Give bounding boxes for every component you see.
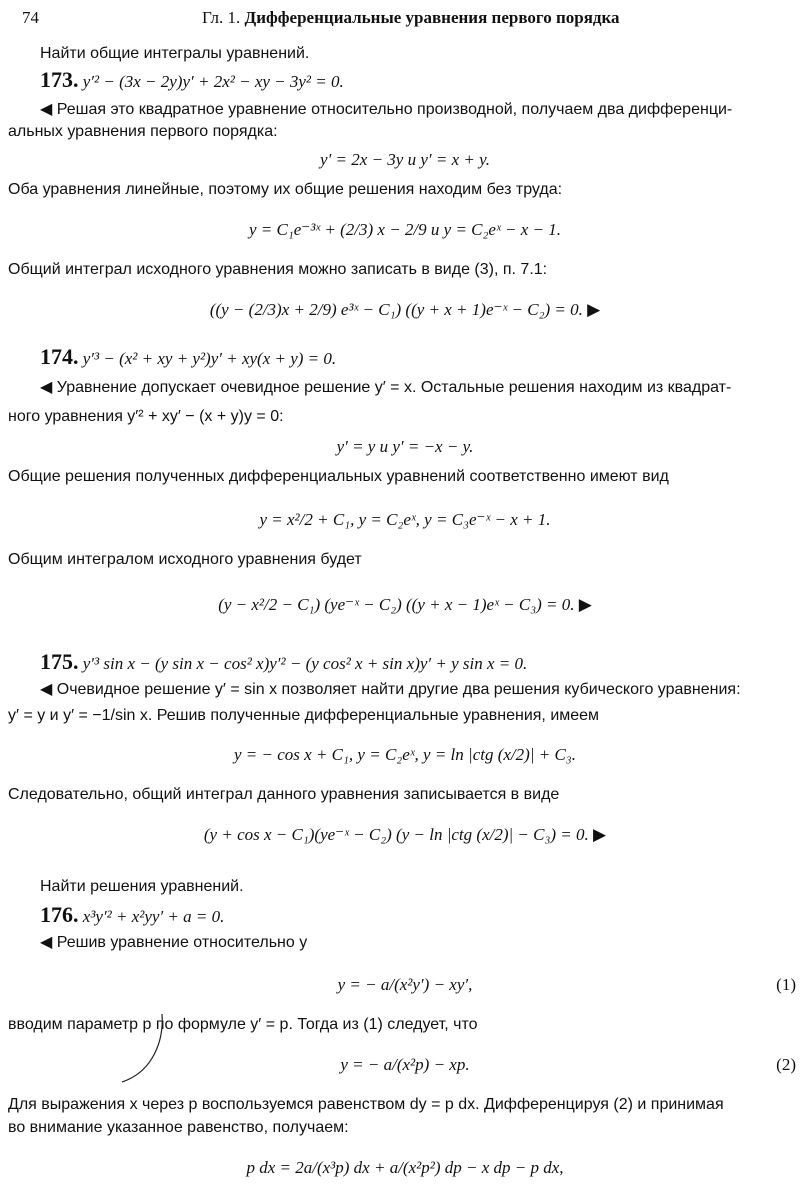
- problem-number: 173.: [40, 67, 79, 92]
- text-line-l02: [40, 67, 344, 92]
- text-line-l31: [8, 1118, 349, 1138]
- line-text: ◀ Очевидное решение y′ = sin x позволяет найти другие два решения кубического уравнения:: [40, 681, 741, 698]
- text-line-l24: [40, 877, 244, 897]
- line-text: Общий интеграл исходного уравнения можно записать в виде (3), п. 7.1:: [8, 261, 548, 278]
- pencil-stroke: [122, 1014, 162, 1082]
- text-line-l11: [40, 378, 731, 398]
- text-line-l21: [0, 745, 810, 765]
- text-line-l19: [40, 680, 741, 700]
- problem-number: 176.: [40, 902, 79, 927]
- line-text: ◀ Решая это квадратное уравнение относительно производной, получаем два дифференци-: [40, 101, 733, 118]
- text-line-l08: [8, 260, 547, 280]
- text-line-l15: [0, 510, 810, 530]
- line-text: ◀ Уравнение допускает очевидное решение y′ = x. Остальные решения находим из квадрат-: [40, 379, 732, 396]
- problem-number: 174.: [40, 344, 79, 369]
- line-text: y′³ − (x² + xy + y²)y′ + xy(x + y) = 0.: [78, 349, 337, 368]
- text-line-l09: [0, 300, 810, 320]
- line-text: (y − x²/2 − C₁) (ye⁻ˣ − C₂) ((y + x − 1)eˣ − C₃) = 0. ▶: [218, 595, 592, 614]
- line-text: y = x²/2 + C₁, y = C₂eˣ, y = C₃e⁻ˣ − x + 1.: [259, 510, 551, 529]
- pencil-mark: [118, 1012, 178, 1087]
- page-number: 74: [22, 8, 39, 27]
- line-text: y = − a/(x²p) − xp.: [340, 1055, 470, 1074]
- line-text: во внимание указанное равенство, получаем:: [8, 1119, 349, 1136]
- line-text: вводим параметр p по формуле y′ = p. Тогда из (1) следует, что: [8, 1016, 478, 1033]
- text-line-l32: [0, 1158, 810, 1178]
- text-line-l27: [0, 975, 810, 995]
- text-line-l13: [0, 437, 810, 457]
- text-line-l28: [8, 1015, 478, 1035]
- problem-number: 175.: [40, 649, 79, 674]
- line-text: Оба уравнения линейные, поэтому их общие решения находим без труда:: [8, 181, 563, 198]
- line-text: Для выражения x через p воспользуемся равенством dy = p dx. Дифференцируя (2) и принимая: [8, 1096, 724, 1113]
- text-line-l10: [40, 344, 337, 369]
- text-line-l16: [8, 550, 362, 570]
- line-text: y′ = y и y′ = −x − y.: [336, 437, 474, 456]
- line-text: x³y′² + x²yy′ + a = 0.: [78, 907, 225, 926]
- line-text: Общим интегралом исходного уравнения будет: [8, 551, 362, 568]
- text-line-l20: [8, 706, 599, 726]
- equation-number: (1): [776, 975, 796, 994]
- chapter-prefix: Гл. 1.: [202, 8, 245, 27]
- text-line-l07: [0, 220, 810, 240]
- line-text: альных уравнения первого порядка:: [8, 123, 278, 140]
- text-line-l30: [8, 1095, 724, 1115]
- text-line-l06: [8, 180, 562, 200]
- line-text: (y + cos x − C₁)(ye⁻ˣ − C₂) (y − ln |ctg (x/2)| − C₃) = 0. ▶: [203, 825, 607, 844]
- text-line-l17: [0, 595, 810, 615]
- text-line-l18: [40, 649, 528, 674]
- line-text: y′³ sin x − (y sin x − cos² x)y′² − (y cos² x + sin x)y′ + y sin x = 0.: [78, 654, 528, 673]
- line-text: y = − cos x + C₁, y = C₂eˣ, y = ln |ctg (x/2)| + C₃.: [234, 745, 576, 764]
- line-text: Найти решения уравнений.: [40, 878, 244, 895]
- text-line-l23: [0, 825, 810, 845]
- text-line-l22: [8, 785, 559, 805]
- line-text: p dx = 2a/(x³p) dx + a/(x²p²) dp − x dp − p dx,: [246, 1158, 564, 1177]
- text-line-l05: [0, 150, 810, 170]
- text-line-l14: [8, 467, 669, 487]
- line-text: Найти общие интегралы уравнений.: [40, 45, 310, 62]
- page-header: [22, 8, 792, 28]
- text-line-l26: [40, 933, 307, 953]
- chapter-label: [202, 8, 620, 28]
- line-text: y′² − (3x − 2y)y′ + 2x² − xy − 3y² = 0.: [78, 72, 344, 91]
- line-text: Следовательно, общий интеграл данного уравнения записывается в виде: [8, 786, 560, 803]
- line-text: y = C₁e⁻³ˣ + (2/3) x − 2/9 и y = C₂eˣ − x − 1.: [248, 220, 562, 239]
- line-text: y = − a/(x²y′) − xy′,: [337, 975, 473, 994]
- text-line-l04: [8, 122, 278, 142]
- equation-number: (2): [776, 1055, 796, 1074]
- line-text: ного уравнения y′² + xy′ − (x + y)y = 0:: [8, 408, 284, 425]
- line-text: Общие решения полученных дифференциальных уравнений соответственно имеют вид: [8, 468, 669, 485]
- text-line-l12: [8, 407, 284, 427]
- text-line-l03: [40, 100, 732, 120]
- line-text: ((y − (2/3)x + 2/9) e³ˣ − C₁) ((y + x + 1)e⁻ˣ − C₂) = 0. ▶: [209, 300, 601, 319]
- line-text: y′ = 2x − 3y и y′ = x + y.: [320, 150, 490, 169]
- text-line-l01: [40, 44, 309, 64]
- text-line-l25: [40, 902, 225, 927]
- line-text: ◀ Решив уравнение относительно y: [40, 934, 308, 951]
- line-text: y′ = y и y′ = −1/sin x. Решив полученные дифференциальные уравнения, имеем: [8, 707, 600, 724]
- chapter-title: Дифференциальные уравнения первого порядка: [244, 8, 620, 27]
